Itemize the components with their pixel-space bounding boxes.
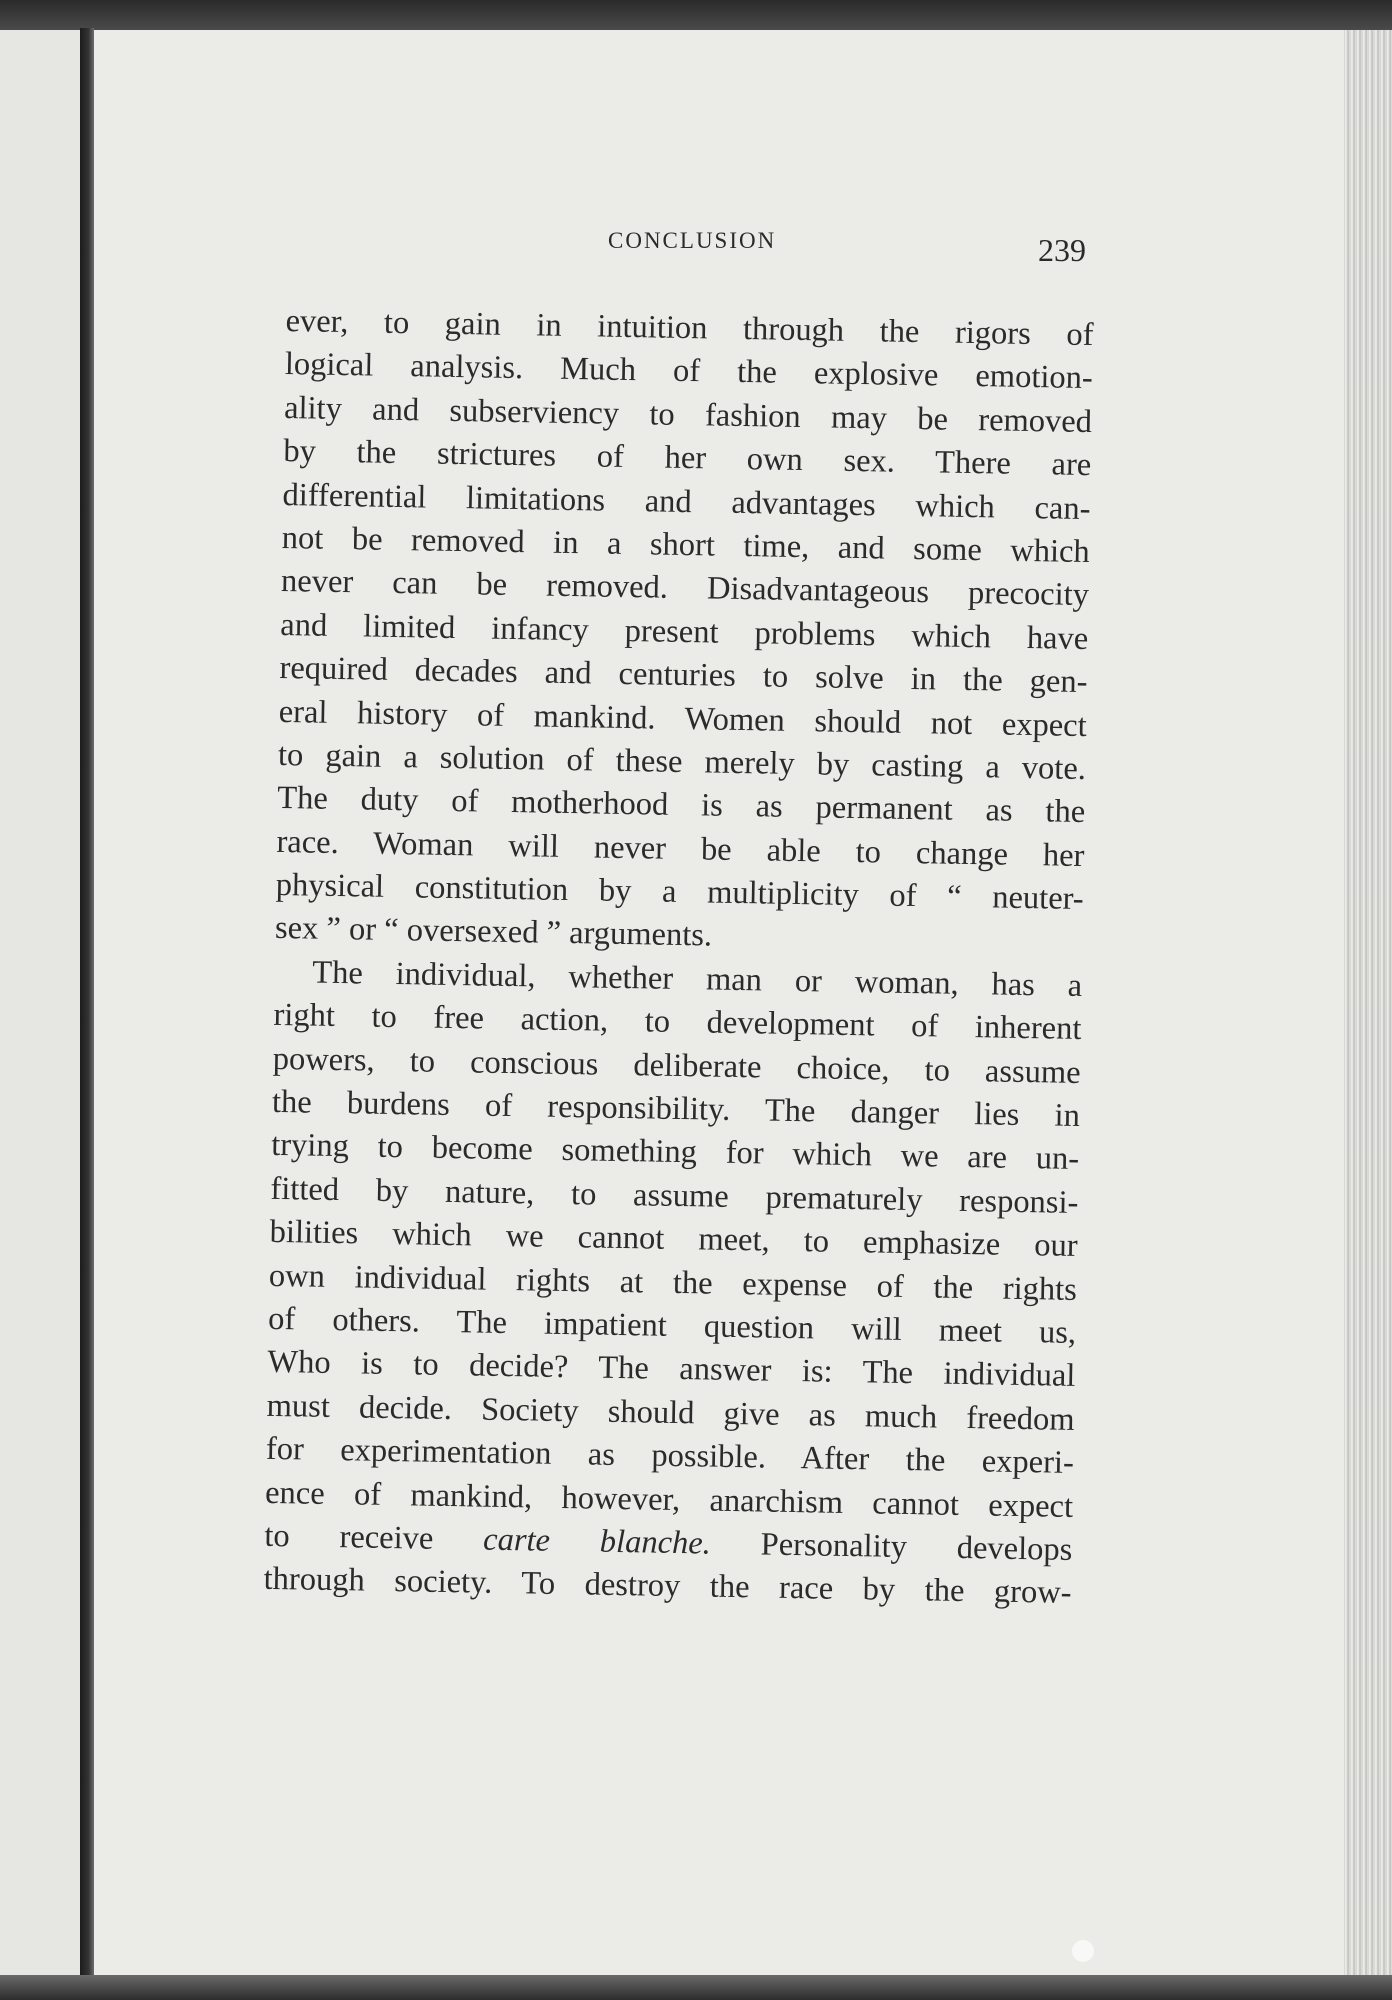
text-line: powers, to conscious deliberate choice, to assume (272, 1040, 1081, 1091)
paragraph-1 (275, 300, 1094, 965)
text-line: right to free action, to development of inherent (273, 997, 1082, 1048)
text-line: for experimentation as possible. After the experi- (265, 1430, 1075, 1482)
text-line: the burdens of responsibility. The danger lies in (271, 1083, 1081, 1135)
text-line: physical constitution by a multiplicity of “ neuter- (275, 866, 1084, 918)
text-line: bilities which we cannot meet, to emphasize our (269, 1214, 1078, 1265)
text-line: must decide. Society should give as much freedom (266, 1387, 1075, 1438)
text-segment: Personality develops (760, 1526, 1073, 1568)
text-line: ever, to gain in intuition through the rigors of (285, 302, 1094, 354)
paper-blemish (1072, 1940, 1094, 1962)
text-segment: to receive (264, 1517, 434, 1557)
page-number: 239 (1038, 232, 1086, 268)
text-line: trying to become something for which we are un- (270, 1127, 1080, 1178)
italic-phrase: carte blanche. (482, 1521, 712, 1562)
page-edges (1344, 30, 1392, 1975)
text-line: Who is to decide? The answer is: The individual (267, 1344, 1076, 1395)
text-line: never can be removed. Disadvantageous precocity (280, 563, 1090, 614)
text-line: to gain a solution of these merely by casting a vote. (277, 736, 1087, 787)
text-line: ality and subserviency to fashion may be removed (283, 389, 1093, 440)
text-line: fitted by nature, to assume prematurely responsi- (270, 1170, 1079, 1221)
book-gutter (80, 28, 94, 1978)
paragraph-2 (263, 951, 1082, 1616)
text-line: The duty of motherhood is as permanent as the (276, 780, 1086, 831)
text-line: sex ” or “ oversexed ” arguments. (274, 910, 713, 954)
scan-top-edge (0, 0, 1392, 30)
text-line: differential limitations and advantages which can- (282, 476, 1091, 527)
text-line: The individual, whether man or woman, has a (311, 954, 1083, 1004)
running-head: CONCLUSION (608, 228, 777, 253)
facing-page-strip (0, 30, 80, 1975)
text-line: eral history of mankind. Women should not expect (278, 693, 1088, 744)
text-line: own individual rights at the expense of the rights (268, 1257, 1078, 1308)
text-line: and limited infancy present problems which have (280, 606, 1089, 657)
body-text (263, 300, 1094, 1616)
text-line: ence of mankind, however, anarchism cannot expect (264, 1474, 1074, 1525)
text-line: logical analysis. Much of the explosive emotion- (284, 346, 1094, 397)
text-line: required decades and centuries to solve in the gen- (279, 650, 1088, 701)
text-line: through society. To destroy the race by the grow- (263, 1561, 1072, 1612)
text-line: race. Woman will never be able to change her (276, 823, 1085, 874)
text-line: by the strictures of her own sex. There are (283, 433, 1092, 484)
scan-bottom-edge (0, 1975, 1392, 2000)
text-line: not be removed in a short time, and some which (281, 519, 1091, 571)
text-line: of others. The impatient question will meet us, (267, 1300, 1077, 1351)
